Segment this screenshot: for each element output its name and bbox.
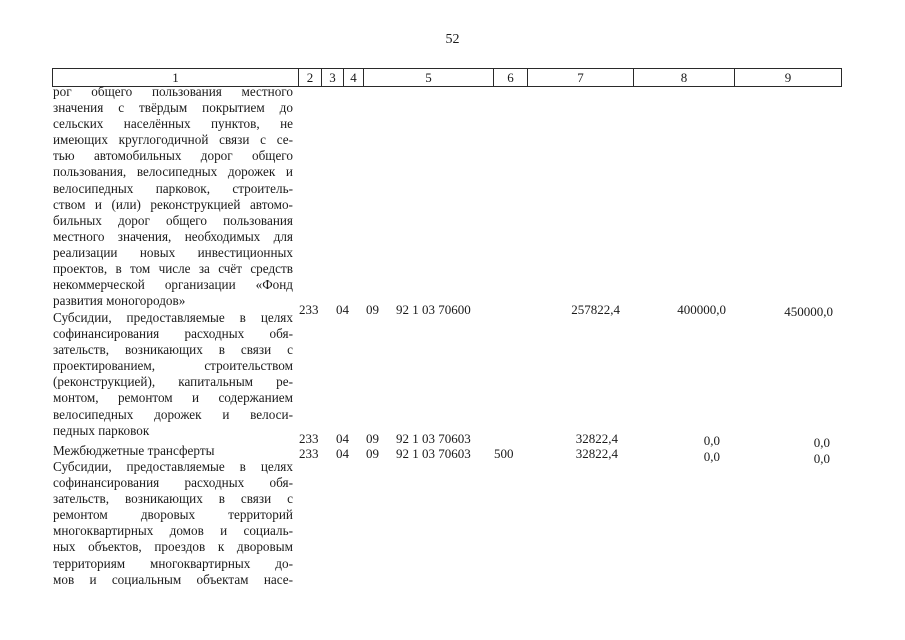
row-2-col-3: 04 [336,431,349,446]
description-block-yard-subsidies [53,459,293,588]
description-line: проектов, в том числе за счёт средств [53,261,293,277]
header-col-8: 8 [634,69,735,86]
description-line: ремонтом дворовых территорий [53,507,293,523]
description-block-bicycle-subsidies [53,310,293,439]
description-line: педных парковок [53,422,150,438]
description-line: (реконструкцией), капитальным ре- [53,374,293,390]
description-line: пользования, велосипедных дорожек и [53,164,293,180]
description-line: сельских населённых пунктов, не [53,116,293,132]
description-line: проектированием, строительством [53,358,293,374]
description-line: многоквартирных домов и социаль- [53,523,293,539]
description-line: территориям многоквартирных до- [53,555,293,571]
description-line: зательств, возникающих в связи с [53,342,293,358]
row-3-col-6: 500 [494,446,514,461]
row-1-col-5: 92 1 03 70600 [396,302,471,317]
row-2-col-8: 0,0 [703,433,720,448]
row-2-col-9: 0,0 [813,435,830,450]
description-block-transfers [53,443,293,459]
description-line: значения с твёрдым покрытием до [53,100,293,116]
header-col-4: 4 [344,69,364,86]
header-col-9: 9 [784,70,792,85]
row-1-col-9: 450000,0 [784,304,833,319]
row-3-col-8: 0,0 [703,449,720,464]
description-line: реализации новых инвестиционных [53,244,293,260]
header-col-5: 5 [364,69,494,86]
description-line: Субсидии, предоставляемые в целях [53,459,293,474]
row-3-col-2: 233 [299,446,319,461]
row-1-col-7: 257822,4 [571,302,620,317]
description-line: имеющих круглогодичной связи с се- [53,132,293,148]
row-1-col-4: 09 [366,302,379,317]
row-2-col-7: 32822,4 [575,431,618,446]
description-line: Субсидии, предоставляемые в целях [53,310,293,325]
description-line: Межбюджетные трансферты [53,443,215,458]
row-1-col-8: 400000,0 [677,302,726,317]
description-line: велосипедных парковок, строитель- [53,180,293,196]
description-line: бильных дорог общего пользования [53,212,293,228]
row-2-col-5: 92 1 03 70603 [396,431,471,446]
description-line: тью автомобильных дорог общего [53,148,293,164]
description-line: рог общего пользования местного [53,84,293,99]
row-1-col-3: 04 [336,302,349,317]
description-line: мов и социальным объектам насе- [53,571,293,587]
header-col-3: 3 [322,69,344,86]
row-1-col-2: 233 [299,302,319,317]
description-line: ных объектов, проездов к дворовым [53,539,293,555]
page-number: 52 [445,32,460,47]
row-3-col-7: 32822,4 [575,446,618,461]
row-3-col-5: 92 1 03 70603 [396,446,471,461]
description-line: монтом, ремонтом и содержанием [53,390,293,406]
row-3-col-4: 09 [366,446,379,461]
row-2-col-4: 09 [366,431,379,446]
description-line: некоммерческой организации «Фонд [53,277,293,293]
row-3-col-9: 0,0 [813,451,830,466]
header-col-6: 6 [494,69,528,86]
header-col-7: 7 [528,69,634,86]
header-col-2: 2 [299,69,322,86]
description-line: софинансирования расходных обя- [53,475,293,491]
description-line: софинансирования расходных обя- [53,326,293,342]
description-line: зательств, возникающих в связи с [53,491,293,507]
description-line: велосипедных дорожек и велоси- [53,406,293,422]
row-2-col-2: 233 [299,431,319,446]
description-line: местного значения, необходимых для [53,228,293,244]
row-3-col-3: 04 [336,446,349,461]
description-line: развития моногородов» [53,293,186,309]
header-col-1: 1 [53,69,299,86]
description-line: ством и (или) реконструкцией автомо- [53,196,293,212]
description-block-roads [53,84,293,309]
